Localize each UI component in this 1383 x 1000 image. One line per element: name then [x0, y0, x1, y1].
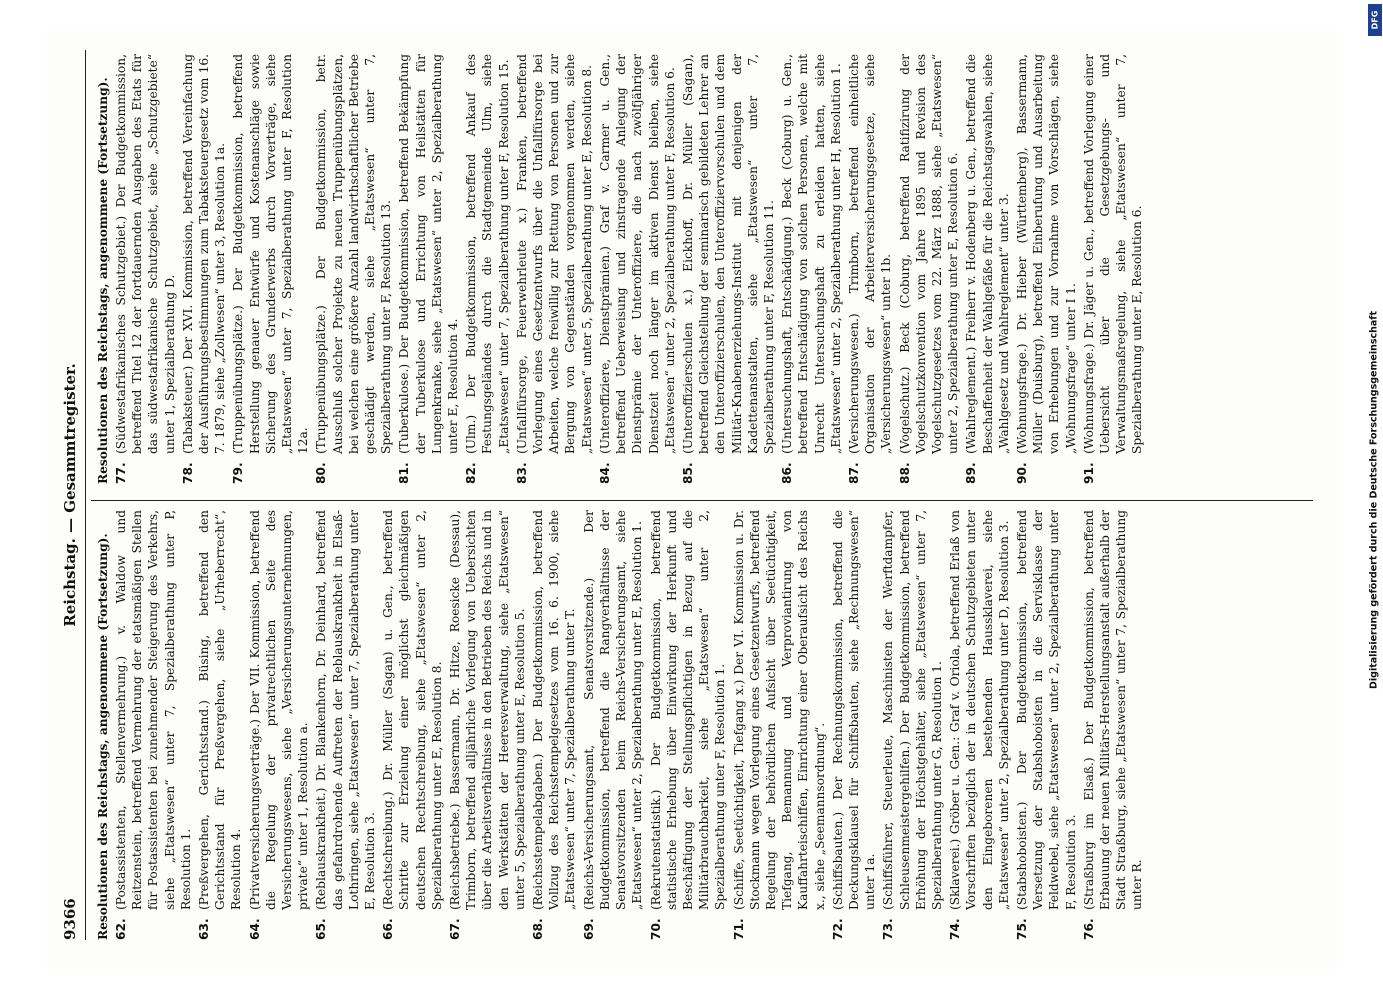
- entry-number: 82.: [463, 462, 478, 484]
- entry-text: (Truppenübungsplätze.) Der Budgetkommission, betr. Ausschluß solcher Projekte zu neuen Truppenübungsplätzen, bei welchen eine größere Anzahl landwirthschaftlicher Betriebe geschädigt werden, siehe „Etatswesen“ unter 7, Spezialberathung unter F, Resolution 13.: [313, 54, 393, 454]
- resolution-entry: [513, 54, 594, 484]
- entry-text: (Stabshoboisten.) Der Budgetkommission, betreffend Versetzung der Stabshoboisten in die Servisklasse der Feldwebel, siehe „Etatswesen“ unter 2, Spezialberathung unter F, Resolution 3.: [1014, 510, 1078, 910]
- running-title: Reichstag. — Gesammtregister.: [60, 363, 79, 627]
- entry-text: (Rechtschreibung.) Dr. Müller (Sagan) u. Gen., betreffend Schritte zur Erzielung einer möglichst gleichmäßigen deutschen Rechtschreibung, siehe „Etatswesen“ unter 2, Spezialberathung unter E, Resolution 8.: [380, 510, 444, 910]
- entry-list: [113, 510, 1146, 940]
- scanned-page: [47, 30, 1337, 970]
- page-header: [61, 50, 83, 940]
- resolution-entry: [947, 510, 1012, 940]
- resolution-entry: [113, 54, 178, 484]
- entry-text: (Reichs-Versicherungsamt, Senatsvorsitzende.) Der Budgetkommission, betreffend die Rangverhältnisse der Senatsvorsitzenden beim Reichs-Versicherungsamt, siehe „Etatswesen“ unter 2, Spezialberathung unter E, Resolution 1.: [581, 510, 644, 910]
- entry-text: (Rekrutenstatistik.) Der Budgetkommission, betreffend statistische Erhebung über Einwirkung der Herkunft und Beschäftigung der Stellungspflichtigen in Bezug auf die Militärbrauchbarkeit, siehe „Etatswesen“ unter 2, Spezialberathung unter F, Resolution 1.: [648, 510, 727, 910]
- entry-number: 69.: [581, 918, 596, 940]
- resolution-entry: [880, 510, 945, 940]
- entry-number: 74.: [947, 918, 962, 940]
- entry-text: (Tabaksteuer.) Der XVI. Kommission, betreffend Vereinfachung der Ausführungsbestimmungen zum Tabaksteuergesetz vom 16. 7. 1879, siehe „Zollwesen“ unter 3, Resolution 1a.: [180, 54, 227, 454]
- resolution-entry: [447, 510, 528, 940]
- resolution-entry: [1013, 510, 1078, 940]
- entry-text: (Truppenübungsplätze.) Der Budgetkommission, betreffend Herstellung genauer Entwürfe und Kostenanschläge sowie Sicherung des Grunderwerbs durch Vorverträge, siehe „Etatswesen“ unter 7, Spezialberathung unter F, Resolution 12a.: [230, 54, 310, 454]
- entry-number: 83.: [514, 462, 529, 484]
- entry-text: (Privatversicherungsverträge.) Der VII. Kommission, betreffend die Regelung der privatrechtlichen Seite des Versicherungswesens, siehe „Versicherungsunternehmungen, private“ unter 1, Resolution a.: [247, 510, 310, 910]
- entry-text: (Südwestafrikanisches Schutzgebiet.) Der Budgetkommission, betreffend Titel 12 der fortdauernden Ausgaben des Etats für das südwestafrikanische Schutzgebiet, siehe „Schutzgebiete“ unter 1, Spezialberathung D.: [113, 54, 177, 454]
- entry-text: (Vogelschutz.) Beck (Coburg, betreffend Ratifizirung der Vogelschutzkonvention vom Jahre 1895 und Revision des Vogelschutzgesetzes vom 22. März 1888, siehe „Etatswesen“ unter 2, Spezialberathung unter E, Resolution 6.: [897, 54, 960, 454]
- entry-text: (Straßburg im Elsaß.) Der Budgetkommission, betreffend Erbauung der neuen Militärs-Herstellungsanstalt außerhalb der Stadt Straßburg, siehe „Etatswesen“ unter 7, Spezialberathung unter R.: [1081, 510, 1144, 910]
- resolution-entry: [829, 510, 878, 940]
- entry-number: 88.: [897, 462, 912, 484]
- header-rule: [85, 50, 86, 940]
- entry-number: 79.: [230, 462, 245, 484]
- resolution-entry: [313, 54, 394, 484]
- resolution-entry: [313, 510, 378, 940]
- resolution-entry: [230, 54, 311, 484]
- entry-number: 78.: [180, 462, 195, 484]
- dfg-logo: [1368, 4, 1382, 36]
- entry-number: 71.: [731, 918, 746, 940]
- resolution-entry: [845, 54, 894, 484]
- entry-number: 62.: [113, 918, 128, 940]
- entry-text: (Schiffe, Seetüchtigkeit, Tiefgang x.) Der VI. Kommission u. Dr. Stockmann wegen Vorlegung eines Gesetzentwurfs, betreffend Regelung der behördlichen Aufsicht über Seetüchtigkeit, Tiefgang, Bemannung und Verproviantirung von Kauffahrteischiffen, Einrichtung einer Oberaufsicht des Reichs x., siehe „Seemannsordnung“.: [731, 510, 827, 910]
- entry-number: 85.: [680, 462, 695, 484]
- entry-text: (Postassistenten, Stellenvermehrung.) v. Waldow und Reitzenstein, betreffend Vermehrung der etatsmäßigen Stellen für Postassistenten bei zunehmender Steigerung des Verkehrs, siehe „Etatswesen“ unter 7, Spezialberathung unter P, Resolution 1.: [113, 510, 193, 910]
- left-column: [95, 510, 1148, 940]
- entry-number: 65.: [313, 918, 328, 940]
- resolution-entry: [1080, 510, 1145, 940]
- entry-text: (Reichsbetriebe.) Bassermann, Dr. Hitze, Roesicke (Dessau), Trimborn, betreffend alljährliche Vorlegung von Uebersichten über die Arbeitsverhältnisse in den Betrieben des Reichs und in den Werkstätten der Heeresverwaltung, siehe „Etatswesen“ unter 5, Spezialberathung unter E, Resolution 5.: [447, 510, 527, 910]
- column-heading: Resolutionen des Reichstags, angenommene (Fortsetzung).: [95, 533, 110, 940]
- resolution-entry: [246, 510, 311, 940]
- resolution-entry: [463, 54, 512, 484]
- entry-number: 77.: [113, 462, 128, 484]
- resolution-entry: [396, 54, 461, 484]
- entry-text: (Wohnungsfrage.) Dr. Jäger u. Gen., betreffend Vorlegung einer Uebersicht über die Gesetzgebungs- und Verwaltungsmaßregelung, siehe „Etatswesen“ unter 7, Spezialberathung unter E, Resolution 6.: [1081, 54, 1144, 454]
- entry-text: (Reblauskrankheit.) Dr. Blankenhorn, Dr. Deinhard, betreffend das gefahrdrohende Auftreten der Reblauskrankheit in Elsaß-Lothringen, siehe „Etatswesen“ unter 7, Spezialberathung unter E, Resolution 3.: [313, 510, 377, 910]
- digitization-note: [1367, 6, 1381, 994]
- entry-number: 86.: [779, 462, 794, 484]
- digitization-credit: Digitalisierung gefördert durch die Deutsche Forschungsgemeinschaft: [1368, 311, 1380, 689]
- entry-number: 89.: [963, 462, 978, 484]
- resolution-entry: [779, 54, 844, 484]
- entry-text: (Ulm.) Der Budgetkommission, betreffend Ankauf des Festungsgeländes durch die Stadtgemeinde Ulm, siehe „Etatswesen“ unter 7, Spezialberathung unter F, Resolution 15.: [463, 54, 511, 454]
- entry-text: (Sklaverei.) Gröber u. Gen.: Graf v. Oriola, betreffend Erlaß von Vorschriften bezüglich der in deutschen Schutzgebieten unter den Eingeborenen bestehenden Haussklaverei, siehe „Etatswesen“ unter 2, Spezialberathung unter D, Resolution 3.: [947, 510, 1011, 910]
- dfg-logo-text: DFG: [1370, 10, 1380, 30]
- entry-number: 68.: [530, 918, 545, 940]
- resolution-entry: [530, 510, 579, 940]
- resolution-entry: [596, 54, 677, 484]
- resolution-entry: [196, 510, 245, 940]
- entry-number: 81.: [396, 462, 411, 484]
- entry-text: (Tuberkulose.) Der Budgetkommission, betreffend Bekämpfung der Tuberkulose und Errichtung von Heilstätten für Lungenkranke, siehe „Etatswesen“ unter 2, Spezialberathung unter E, Resolution 4.: [396, 54, 460, 454]
- resolution-entry: [730, 510, 827, 940]
- resolution-entry: [647, 510, 728, 940]
- entry-text: (Versicherungswesen.) Trimborn, betreffend einheitliche Organisation der Arbeiterversicherungsgesetze, siehe „Versicherungswesen“ unter 1b.: [846, 54, 893, 454]
- entry-text: (Schiffsführer, Steuerleute, Maschinisten der Werftdampfer, Schleusenmeistergehilfen.) Der Budgetkommission, betreffend Erhöhung der Höchstgehälter, siehe „Etatswesen“ unter 7, Spezialberathung unter G, Resolution 1.: [880, 510, 944, 910]
- entry-number: 84.: [597, 462, 612, 484]
- entry-number: 73.: [880, 918, 895, 940]
- entry-list: [113, 54, 1146, 484]
- entry-text: (Untersuchungshaft, Entschädigung.) Beck (Coburg) u. Gen., betreffend Entschädigung von solchen Personen, welche mit Unrecht Untersuchungshaft zu erleiden hatten, siehe „Etatswesen“ unter 2, Spezialberathung unter H, Resolution 1.: [779, 54, 843, 454]
- resolution-entry: [1013, 54, 1078, 484]
- entry-number: 70.: [648, 918, 662, 940]
- resolution-entry: [896, 54, 961, 484]
- resolution-entry: [113, 510, 194, 940]
- resolution-entry: [963, 54, 1012, 484]
- entry-text: (Unfallfürsorge, Feuerwehrleute x.) Franken, betreffend Vorlegung eines Gesetzentwurfs über die Unfallfürsorge bei Arbeiten, welche freiwillig zur Rettung von Personen und zur Bergung von Gegenständen vorgenommen werden, siehe „Etatswesen“ unter 5, Spezialberathung unter E, Resolution 8.: [514, 54, 594, 454]
- right-column: [95, 54, 1148, 484]
- resolution-entry: [679, 54, 776, 484]
- entry-number: 63.: [196, 918, 211, 940]
- entry-number: 66.: [380, 918, 395, 940]
- entry-text: (Wohnungsfrage.) Dr. Hieber (Württemberg), Bassermann, Müller (Duisburg), betreffend Einberufung und Ausarbeitung von Erhebungen und zur Vornahme von Vorschlägen, siehe „Wohnungsfrage“ unter I 1.: [1014, 54, 1078, 454]
- resolution-entry: [380, 510, 445, 940]
- column-heading: Resolutionen des Reichstags, angenommene (Fortsetzung).: [95, 77, 110, 484]
- entry-number: 91.: [1081, 462, 1096, 484]
- entry-number: 87.: [846, 462, 861, 484]
- entry-text: (Preßvergehen, Gerichtsstand.) Büsing, betreffend den Gerichtsstand für Preßvergehen, siehe „Urheberrecht“, Resolution 4.: [196, 510, 243, 910]
- entry-text: (Unteroffizierschulen x.) Eickhoff, Dr. Müller (Sagan), betreffend Gleichstellung der seminarisch gebildeten Lehrer an den Unteroffizierschulen, den Unteroffiziervorschulen und dem Militär-Knabenerziehungs-Institut mit denjenigen der Kadettenanstalten, siehe „Etatswesen“ unter 7, Spezialberathung unter F, Resolution 11.: [680, 54, 776, 454]
- entry-number: 80.: [313, 462, 328, 484]
- column-divider: [91, 500, 1313, 501]
- entry-text: (Wahlreglement.) Freiherr v. Hodenberg u. Gen., betreffend die Beschaffenheit der Wahlgefäße für die Reichstagswahlen, siehe „Wahlgesetz und Wahlreglement“ unter 3.: [963, 54, 1011, 454]
- entry-text: (Schiffsbauten.) Der Rechnungskommission, betreffend die Deckungsklausel für Schiffsbauten, siehe „Rechnungswesen“ unter 1a.: [830, 510, 877, 910]
- resolution-entry: [1080, 54, 1145, 484]
- entry-text: (Reichsstempelabgaben.) Der Budgetkommission, betreffend Vollzug des Reichsstempelgesetzes vom 16. 6. 1900, siehe „Etatswesen“ unter 7, Spezialberathung unter T.: [530, 510, 577, 910]
- resolution-entry: [580, 510, 645, 940]
- entry-text: (Unteroffiziere, Dienstprämien.) Graf v. Carmer u. Gen., betreffend Ueberweisung und zinstragende Anlegung der Dienstprämie der Unteroffiziere, die nach zwölfjähriger Dienstzeit noch länger im aktiven Dienst bleiben, siehe „Etatswesen“ unter 2, Spezialberathung unter F, Resolution 6.: [597, 54, 677, 454]
- entry-number: 64.: [247, 918, 262, 940]
- resolution-entry: [179, 54, 228, 484]
- page-number: 9366: [60, 898, 79, 940]
- entry-number: 67.: [447, 918, 462, 940]
- entry-number: 76.: [1081, 918, 1096, 940]
- entry-number: 90.: [1014, 462, 1029, 484]
- entry-number: 75.: [1014, 918, 1029, 940]
- entry-number: 72.: [830, 918, 845, 940]
